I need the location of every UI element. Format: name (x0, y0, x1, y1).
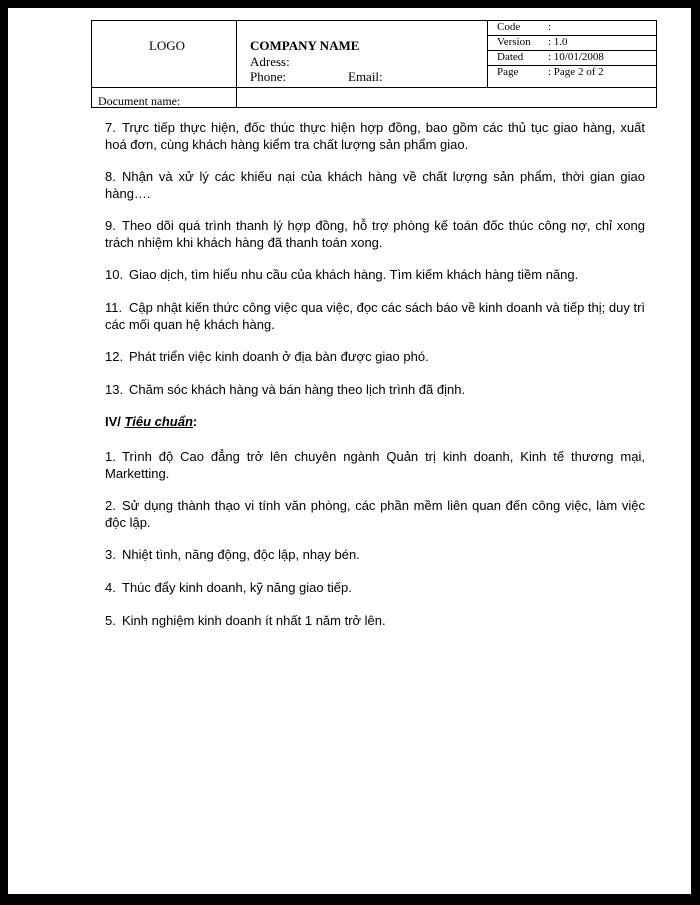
list-item (105, 448, 645, 482)
list-item-text: Chăm sóc khách hàng và bán hàng theo lịch trình đã định. (129, 382, 466, 397)
list-item-number: 4. (105, 580, 116, 595)
list-item-number: 8. (105, 169, 116, 184)
list-item (105, 168, 645, 202)
address-label: Adress: (250, 54, 290, 69)
meta-dated-value: : 10/01/2008 (548, 51, 604, 63)
list-item-text: Giao dịch, tìm hiểu nhu cầu của khách hàng. Tìm kiếm khách hàng tiềm năng. (129, 267, 579, 282)
phone-label: Phone: (250, 69, 287, 84)
document-page (8, 8, 691, 894)
meta-code-label: Code (497, 21, 521, 33)
list-item-text: Kinh nghiệm kinh doanh ít nhất 1 năm trở lên. (122, 613, 386, 628)
list-item-text: Trình độ Cao đẳng trở lên chuyên ngành Quản trị kinh doanh, Kinh tế thương mại, Marketting. (105, 449, 645, 481)
list-item-number: 9. (105, 218, 116, 233)
list-item (105, 266, 645, 283)
meta-version-label: Version (497, 36, 531, 48)
list-item (105, 299, 645, 333)
list-item-number: 10. (105, 267, 124, 282)
section-title: Tiêu chuẩn (124, 414, 193, 429)
list-item-text: Nhiệt tình, năng động, độc lập, nhạy bén. (122, 547, 360, 562)
list-item-text: Nhận và xử lý các khiếu nại của khách hàng về chất lượng sản phẩm, thời gian giao hàng…. (105, 169, 645, 201)
meta-page-label: Page (497, 66, 519, 78)
list-item-number: 2. (105, 498, 116, 513)
list-item-text: Theo dõi quá trình thanh lý hợp đồng, hỗ trợ phòng kế toán đốc thúc công nợ, chỉ xong trách nhiệm khi khách hàng đã thanh toán xong. (105, 218, 645, 250)
list-item (105, 579, 645, 596)
section-heading (105, 414, 197, 429)
list-item (105, 497, 645, 531)
list-item-text: Cập nhật kiến thức công việc qua việc, đọc các sách báo về kinh doanh và tiếp thị; duy trì các mối quan hệ khách hàng. (105, 300, 646, 332)
section-suffix: : (192, 414, 198, 429)
list-item-text: Sử dụng thành thạo vi tính văn phòng, các phần mềm liên quan đến công việc, làm việc độc lập. (105, 498, 645, 530)
list-item (105, 119, 645, 153)
list-item-text: Phát triển việc kinh doanh ở địa bàn được giao phó. (129, 349, 429, 364)
document-header-table (91, 20, 657, 108)
list-item-number: 3. (105, 547, 116, 562)
list-item-number: 5. (105, 613, 116, 628)
list-item (105, 348, 645, 365)
list-item-number: 1. (105, 449, 116, 464)
document-name-label: Document name: (98, 94, 181, 108)
meta-dated-label: Dated (497, 51, 524, 63)
meta-code-value: : (548, 21, 552, 33)
meta-version-value: : 1.0 (548, 36, 568, 48)
list-item-number: 13. (105, 382, 124, 397)
list-item (105, 546, 645, 563)
section-prefix: IV/ (105, 414, 125, 429)
meta-page-value: : Page 2 of 2 (548, 66, 604, 78)
list-item-number: 12. (105, 349, 124, 364)
list-item-text: Trực tiếp thực hiện, đốc thúc thực hiện hợp đồng, bao gồm các thủ tục giao hàng, xuất hoá đơn, cùng khách hàng kiểm tra chất lượng sản phẩm giao. (105, 120, 645, 152)
list-item (105, 381, 645, 398)
list-item-number: 11. (105, 300, 123, 315)
list-item (105, 612, 645, 629)
email-label: Email: (348, 69, 383, 84)
list-item (105, 217, 645, 251)
company-name: COMPANY NAME (250, 38, 360, 53)
logo-placeholder: LOGO (148, 38, 186, 53)
list-item-number: 7. (105, 120, 116, 135)
list-item-text: Thúc đẩy kinh doanh, kỹ năng giao tiếp. (122, 580, 352, 595)
